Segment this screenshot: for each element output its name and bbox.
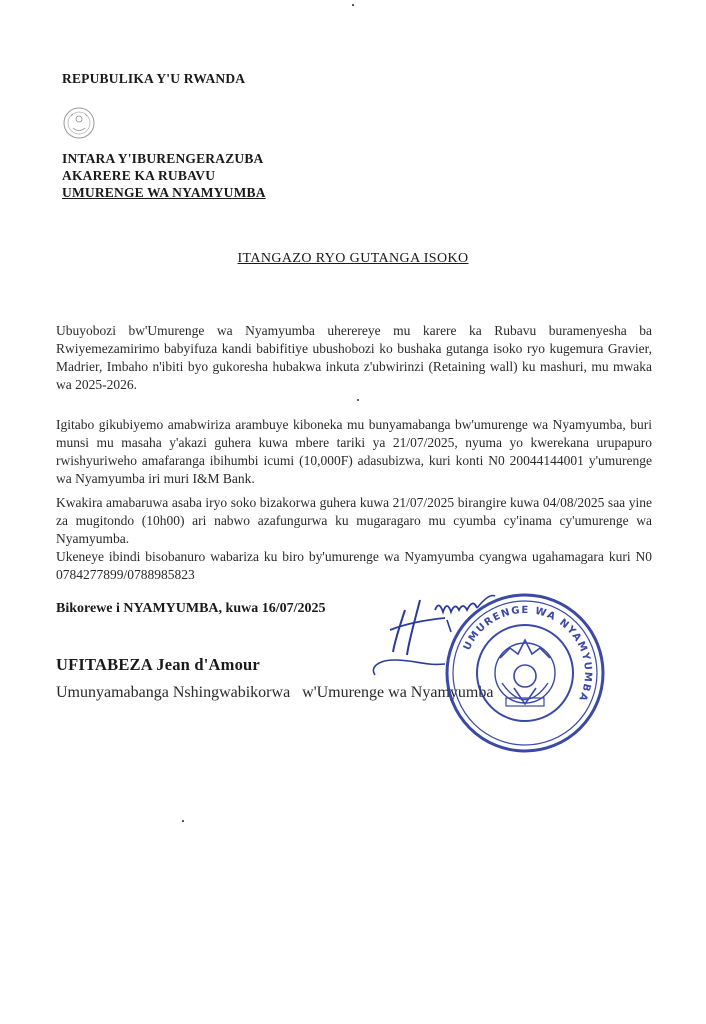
district-heading: AKARERE KA RUBAVU: [62, 168, 216, 183]
scan-speck: [182, 820, 184, 822]
scan-speck: [357, 399, 359, 401]
handwritten-signature: [365, 580, 515, 690]
province-heading: INTARA Y'IBURENGERAZUBA: [62, 151, 264, 166]
stamp-ring-text: UMURENGE WA NYAMYUMBA: [461, 604, 594, 704]
paragraph-intro: [56, 322, 652, 394]
paragraph-text: Ukeneye ibindi bisobanuro wabariza ku biro by'umurenge wa Nyamyumba cyangwa ugahamagara kuri N0 0784277899/0788985823: [56, 549, 652, 582]
paragraph-instructions: [56, 416, 652, 488]
sector-heading: UMURENGE WA NYAMYUMBA: [62, 185, 266, 200]
signatory-role: Umunyamabanga Nshingwabikorwa w'Umurenge wa Nyamyumba: [56, 684, 494, 701]
scan-speck: [352, 4, 354, 6]
place-date: Bikorewe i NYAMYUMBA, kuwa 16/07/2025: [56, 601, 326, 616]
country-heading: REPUBULIKA Y'U RWANDA: [62, 71, 246, 86]
paragraph-text: Igitabo gikubiyemo amabwiriza arambuye kiboneka mu bunyamabanga bw'umurenge wa Nyamyumba, buri munsi mu masaha y'akazi guhera kuwa mbere tariki ya 21/07/2025, nyuma yo kwerekana urupapuro rwishyuriweho amafaranga ibihumbi icumi (10,000F) adasubizwa, kuri konti N0 20044144001 y'umurenge wa Nyamyumba iri muri I&M Bank.: [56, 417, 652, 486]
paragraph-submission: [56, 494, 652, 548]
paragraph-text: Kwakira amabaruwa asaba iryo soko bizakorwa guhera kuwa 21/07/2025 birangire kuwa 04/08/2025 saa yine za mugitondo (10h00) ari nabwo azafungurwa ku mugaragaro mu cyumba cy'inama cy'umurenge wa Nyamyumba.: [56, 495, 652, 546]
paragraph-contact: [56, 548, 652, 584]
signatory-name: UFITABEZA Jean d'Amour: [56, 655, 260, 674]
national-emblem-icon: [60, 104, 98, 142]
paragraph-text: Ubuyobozi bw'Umurenge wa Nyamyumba uherereye mu karere ka Rubavu buramenyesha ba Rwiyemezamirimo babyifuza kandi babifitiye ubushobozi ko bushaka gutanga isoko ryo kugemura Gravier, Madrier, Imbaho n'ibiti byo gukoresha hubakwa inkuta z'ubwirinzi (Retaining wall) ku mashuri, mu mwaka wa 2025-2026.: [56, 323, 652, 392]
notice-title: ITANGAZO RYO GUTANGA ISOKO: [237, 251, 469, 266]
